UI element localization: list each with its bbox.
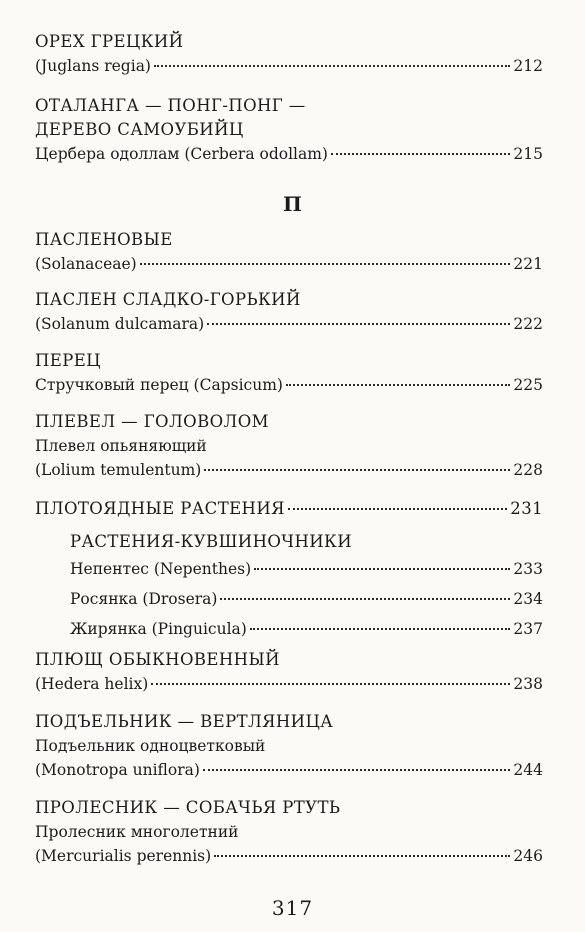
toc-line bbox=[70, 617, 543, 641]
dot-leader bbox=[207, 322, 510, 325]
toc-entry bbox=[35, 288, 543, 336]
entry-heading: ПАСЛЕН СЛАДКО-ГОРЬКИЙ bbox=[35, 290, 301, 309]
dot-leader bbox=[204, 468, 510, 471]
toc-entry bbox=[35, 410, 543, 482]
toc-entry bbox=[35, 94, 543, 166]
toc-line bbox=[35, 458, 543, 482]
dot-leader bbox=[214, 854, 510, 857]
entry-heading: ПРОЛЕСНИК — СОБАЧЬЯ РТУТЬ bbox=[35, 798, 341, 817]
entry-heading: ОРЕХ ГРЕЦКИЙ bbox=[35, 32, 184, 51]
entry-title: Жирянка (Pinguicula) bbox=[70, 620, 247, 638]
toc-entry bbox=[35, 497, 543, 521]
dot-leader bbox=[331, 152, 510, 155]
toc-line bbox=[35, 758, 543, 782]
toc-line bbox=[70, 587, 543, 611]
entry-heading: ПЛЕВЕЛ — ГОЛОВОЛОМ bbox=[35, 412, 269, 431]
toc-line bbox=[35, 497, 543, 521]
page-ref: 221 bbox=[513, 255, 543, 273]
page-ref: 215 bbox=[513, 145, 543, 163]
toc-line bbox=[35, 672, 543, 696]
dot-leader bbox=[250, 627, 511, 630]
page-ref: 244 bbox=[513, 761, 543, 779]
toc-line bbox=[35, 54, 543, 78]
entry-subtitle: Плевел опьяняющий bbox=[35, 437, 207, 455]
entry-title: (Monotropa uniflora) bbox=[35, 761, 200, 779]
entry-title: (Solanaceae) bbox=[35, 255, 137, 273]
page-ref: 246 bbox=[513, 847, 543, 865]
page-ref: 238 bbox=[513, 675, 543, 693]
dot-leader bbox=[140, 262, 511, 265]
page-ref: 233 bbox=[513, 560, 543, 578]
dot-leader bbox=[154, 64, 510, 67]
toc-entry bbox=[35, 648, 543, 696]
dot-leader bbox=[151, 682, 510, 685]
entry-heading: ОТАЛАНГА — ПОНГ-ПОНГ — bbox=[35, 96, 306, 115]
toc-entry bbox=[35, 30, 543, 78]
entry-heading: РАСТЕНИЯ-КУВШИНОЧНИКИ bbox=[70, 532, 352, 551]
page-ref: 225 bbox=[513, 376, 543, 394]
toc-entry bbox=[35, 349, 543, 397]
entry-heading: ПАСЛЕНОВЫЕ bbox=[35, 230, 173, 249]
toc-entry bbox=[35, 228, 543, 276]
toc-subentry bbox=[70, 587, 543, 611]
entry-title: Непентес (Nepenthes) bbox=[70, 560, 252, 578]
entry-title: (Juglans regia) bbox=[35, 57, 151, 75]
page-ref: 228 bbox=[513, 461, 543, 479]
entry-title: Росянка (Drosera) bbox=[70, 590, 218, 608]
entry-title: (Mercurialis perennis) bbox=[35, 847, 212, 865]
page-ref: 222 bbox=[513, 315, 543, 333]
page-ref: 212 bbox=[513, 57, 543, 75]
entry-heading: ПЕРЕЦ bbox=[35, 351, 101, 370]
entry-title: (Lolium temulentum) bbox=[35, 461, 202, 479]
dot-leader bbox=[220, 597, 510, 600]
entry-subtitle: Подъельник одноцветковый bbox=[35, 737, 266, 755]
page-ref: 231 bbox=[510, 499, 543, 518]
entry-subtitle: Пролесник многолетний bbox=[35, 823, 239, 841]
toc-subentry bbox=[70, 530, 543, 554]
toc-entry bbox=[35, 796, 543, 868]
toc-line bbox=[70, 557, 543, 581]
section-letter: П bbox=[283, 192, 302, 216]
entry-heading-cont: ДЕРЕВО САМОУБИЙЦ bbox=[35, 120, 244, 139]
page-number: 317 bbox=[271, 896, 314, 920]
toc-line bbox=[35, 312, 543, 336]
dot-leader bbox=[286, 383, 510, 386]
entry-title: (Hedera helix) bbox=[35, 675, 149, 693]
toc-subentry bbox=[70, 557, 543, 581]
toc-line bbox=[35, 373, 543, 397]
toc-line bbox=[35, 252, 543, 276]
toc-line bbox=[35, 142, 543, 166]
page-ref: 237 bbox=[513, 620, 543, 638]
entry-title: (Solanum dulcamara) bbox=[35, 315, 205, 333]
page-ref: 234 bbox=[513, 590, 543, 608]
entry-heading: ПЛЮЩ ОБЫКНОВЕННЫЙ bbox=[35, 650, 280, 669]
entry-heading: ПОДЪЕЛЬНИК — ВЕРТЛЯНИЦА bbox=[35, 712, 334, 731]
entry-title: Цербера одоллам (Cerbera odollam) bbox=[35, 145, 328, 163]
toc-entry bbox=[35, 710, 543, 782]
toc-subentry bbox=[70, 617, 543, 641]
dot-leader bbox=[288, 507, 507, 510]
dot-leader bbox=[254, 567, 510, 570]
toc-line bbox=[35, 844, 543, 868]
entry-title: ПЛОТОЯДНЫЕ РАСТЕНИЯ bbox=[35, 499, 285, 518]
entry-title: Стручковый перец (Capsicum) bbox=[35, 376, 283, 394]
dot-leader bbox=[203, 768, 510, 771]
